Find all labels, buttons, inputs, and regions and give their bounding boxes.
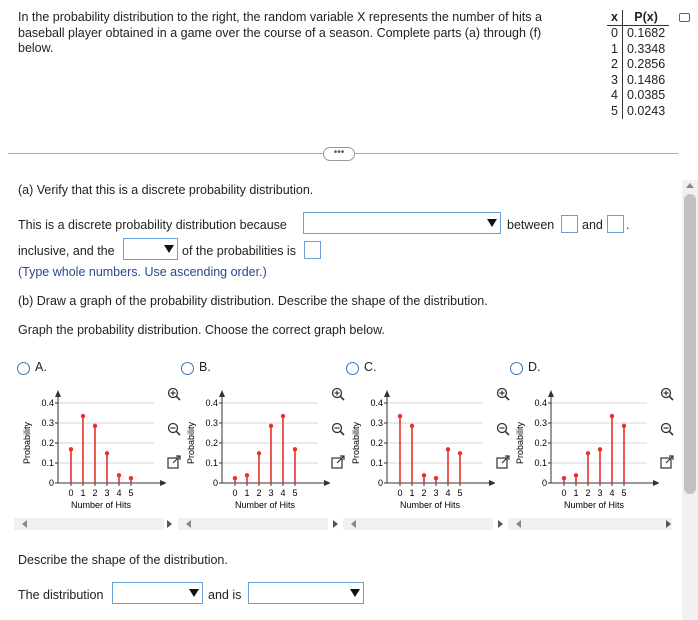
zoom-in-icon[interactable] — [167, 387, 181, 401]
table-cell-p: 0.0243 — [626, 103, 666, 118]
x-axis-label: Number of Hits — [563, 500, 625, 510]
intro-line-3: below. — [18, 41, 54, 55]
zoom-out-icon[interactable] — [331, 422, 345, 436]
copy-table-icon[interactable] — [679, 13, 690, 22]
x-tick-label: 3 — [104, 488, 110, 498]
y-axis-label: Probability — [186, 421, 196, 465]
expand-icon[interactable] — [331, 455, 345, 469]
of-probabilities-label: of the probabilities is — [182, 244, 296, 258]
probability-table — [607, 10, 669, 119]
table-header-x: x — [607, 10, 622, 26]
probability-point — [598, 447, 602, 451]
x-tick-label: 1 — [573, 488, 579, 498]
x-tick-label: 5 — [621, 488, 627, 498]
probability-point — [129, 476, 133, 480]
x-tick-label: 4 — [280, 488, 286, 498]
y-tick-label: 0.3 — [534, 418, 547, 428]
upper-bound-input[interactable] — [607, 215, 624, 233]
x-axis-label: Number of Hits — [234, 500, 296, 510]
probability-point — [257, 451, 261, 455]
table-row — [607, 88, 669, 104]
y-axis-label: Probability — [22, 421, 32, 465]
part-a-sentence: This is a discrete probability distribution because — [18, 218, 287, 232]
zoom-in-icon[interactable] — [660, 387, 674, 401]
probability-point — [233, 476, 237, 480]
probability-point — [105, 451, 109, 455]
option-radio[interactable] — [17, 362, 30, 375]
operation-dropdown[interactable] — [123, 238, 178, 260]
period-label: . — [626, 218, 630, 232]
probability-point — [610, 414, 614, 418]
lower-bound-input[interactable] — [561, 215, 578, 233]
x-tick-label: 4 — [116, 488, 122, 498]
x-tick-label: 0 — [397, 488, 403, 498]
probability-point — [293, 447, 297, 451]
x-tick-label: 3 — [433, 488, 439, 498]
option-letter: B. — [199, 360, 211, 374]
x-tick-label: 5 — [128, 488, 134, 498]
option-radio[interactable] — [510, 362, 523, 375]
table-cell-p: 0.3348 — [626, 41, 666, 56]
graph-scrollbar[interactable] — [14, 518, 679, 532]
y-tick-label: 0 — [48, 478, 54, 488]
y-tick-label: 0.2 — [41, 438, 54, 448]
y-tick-label: 0 — [212, 478, 218, 488]
probability-graph — [509, 385, 659, 515]
expand-icon[interactable] — [660, 455, 674, 469]
problem-statement — [18, 10, 578, 57]
x-tick-label: 1 — [409, 488, 415, 498]
option-letter: C. — [364, 360, 377, 374]
input-hint: (Type whole numbers. Use ascending order.) — [18, 265, 267, 279]
y-tick-label: 0.3 — [205, 418, 218, 428]
option-radio[interactable] — [346, 362, 359, 375]
x-axis-arrow — [653, 480, 659, 486]
chevron-down-icon — [189, 589, 199, 597]
y-tick-label: 0.2 — [534, 438, 547, 448]
y-tick-label: 0 — [377, 478, 383, 488]
x-tick-label: 3 — [268, 488, 274, 498]
y-tick-label: 0.1 — [534, 458, 547, 468]
probability-point — [422, 473, 426, 477]
y-tick-label: 0.1 — [370, 458, 383, 468]
probability-point — [245, 473, 249, 477]
x-tick-label: 5 — [457, 488, 463, 498]
and-label: and — [582, 218, 603, 232]
probability-point — [269, 424, 273, 428]
probability-point — [117, 473, 121, 477]
x-axis-arrow — [489, 480, 495, 486]
option-letter: A. — [35, 360, 47, 374]
shape-dropdown-2[interactable] — [248, 582, 364, 604]
probability-point — [586, 451, 590, 455]
x-tick-label: 5 — [292, 488, 298, 498]
page-scrollbar-thumb[interactable] — [684, 194, 696, 494]
probability-point — [434, 476, 438, 480]
table-cell-x: 4 — [607, 88, 622, 104]
x-tick-label: 2 — [92, 488, 98, 498]
table-row — [607, 57, 669, 73]
probability-point — [398, 414, 402, 418]
table-cell-p: 0.0385 — [626, 88, 666, 102]
y-axis-arrow — [384, 390, 390, 397]
zoom-out-icon[interactable] — [496, 422, 510, 436]
table-row — [607, 104, 669, 120]
scroll-up-arrow-icon[interactable] — [686, 183, 694, 188]
probability-graph — [345, 385, 495, 515]
x-axis-arrow — [160, 480, 166, 486]
y-tick-label: 0.2 — [205, 438, 218, 448]
table-row — [607, 42, 669, 58]
expand-icon[interactable] — [167, 455, 181, 469]
zoom-in-icon[interactable] — [331, 387, 345, 401]
probability-point — [93, 424, 97, 428]
probability-point — [446, 447, 450, 451]
probability-point — [458, 451, 462, 455]
x-tick-label: 0 — [561, 488, 567, 498]
table-cell-p: 0.1682 — [626, 26, 666, 40]
x-tick-label: 1 — [80, 488, 86, 498]
chevron-down-icon — [164, 245, 174, 253]
option-letter: D. — [528, 360, 541, 374]
y-tick-label: 0.4 — [370, 398, 383, 408]
table-cell-x: 5 — [607, 104, 622, 120]
y-axis-label: Probability — [515, 421, 525, 465]
the-distribution-label: The distribution — [18, 588, 104, 602]
x-tick-label: 2 — [256, 488, 262, 498]
option-radio[interactable] — [181, 362, 194, 375]
and-is-label: and is — [208, 588, 242, 602]
x-tick-label: 2 — [421, 488, 427, 498]
probability-point — [574, 473, 578, 477]
y-tick-label: 0.1 — [205, 458, 218, 468]
y-tick-label: 0.4 — [205, 398, 218, 408]
sum-input[interactable] — [304, 241, 321, 259]
x-tick-label: 4 — [445, 488, 451, 498]
y-axis-label: Probability — [351, 421, 361, 465]
graph-instruction: Graph the probability distribution. Choose the correct graph below. — [18, 323, 385, 337]
probability-point — [562, 476, 566, 480]
chevron-down-icon — [487, 219, 497, 227]
probability-point — [81, 414, 85, 418]
more-button[interactable]: ••• — [323, 147, 355, 161]
y-tick-label: 0 — [541, 478, 547, 488]
table-row — [607, 73, 669, 89]
y-tick-label: 0.4 — [41, 398, 54, 408]
probability-point — [69, 447, 73, 451]
table-cell-x: 3 — [607, 73, 622, 89]
zoom-out-icon[interactable] — [167, 422, 181, 436]
zoom-in-icon[interactable] — [496, 387, 510, 401]
y-axis-arrow — [219, 390, 225, 397]
describe-shape-label: Describe the shape of the distribution. — [18, 553, 228, 567]
table-cell-x: 1 — [607, 42, 622, 58]
y-axis-arrow — [548, 390, 554, 397]
table-cell-p: 0.1486 — [626, 72, 666, 87]
y-tick-label: 0.2 — [370, 438, 383, 448]
x-axis-label: Number of Hits — [399, 500, 461, 510]
table-cell-x: 2 — [607, 57, 622, 73]
zoom-out-icon[interactable] — [660, 422, 674, 436]
y-tick-label: 0.4 — [534, 398, 547, 408]
probability-point — [622, 424, 626, 428]
x-tick-label: 4 — [609, 488, 615, 498]
table-cell-x: 0 — [607, 26, 622, 42]
x-tick-label: 0 — [232, 488, 238, 498]
intro-line-1: In the probability distribution to the right, the random variable X represents the number of hits a — [18, 10, 542, 24]
x-tick-label: 3 — [597, 488, 603, 498]
table-header-p: P(x) — [622, 10, 669, 26]
between-label: between — [507, 218, 555, 232]
chevron-down-icon — [350, 589, 360, 597]
table-row — [607, 26, 669, 42]
probability-point — [281, 414, 285, 418]
x-axis-arrow — [324, 480, 330, 486]
part-b-title: (b) Draw a graph of the probability distribution. Describe the shape of the distribution. — [18, 294, 488, 308]
shape-dropdown[interactable] — [112, 582, 203, 604]
x-tick-label: 2 — [585, 488, 591, 498]
probability-graph — [180, 385, 330, 515]
reason-dropdown[interactable] — [303, 212, 501, 234]
inclusive-label: inclusive, and the — [18, 244, 115, 258]
x-tick-label: 0 — [68, 488, 74, 498]
y-tick-label: 0.3 — [41, 418, 54, 428]
part-a-title: (a) Verify that this is a discrete probability distribution. — [18, 183, 314, 197]
probability-point — [410, 424, 414, 428]
probability-graph — [16, 385, 166, 515]
intro-line-2: baseball player obtained in a game over the course of a season. Complete parts (a) through (f) — [18, 25, 542, 40]
x-tick-label: 1 — [244, 488, 250, 498]
table-cell-p: 0.2856 — [626, 57, 666, 71]
expand-icon[interactable] — [496, 455, 510, 469]
y-tick-label: 0.1 — [41, 458, 54, 468]
y-tick-label: 0.3 — [370, 418, 383, 428]
y-axis-arrow — [55, 390, 61, 397]
x-axis-label: Number of Hits — [70, 500, 132, 510]
